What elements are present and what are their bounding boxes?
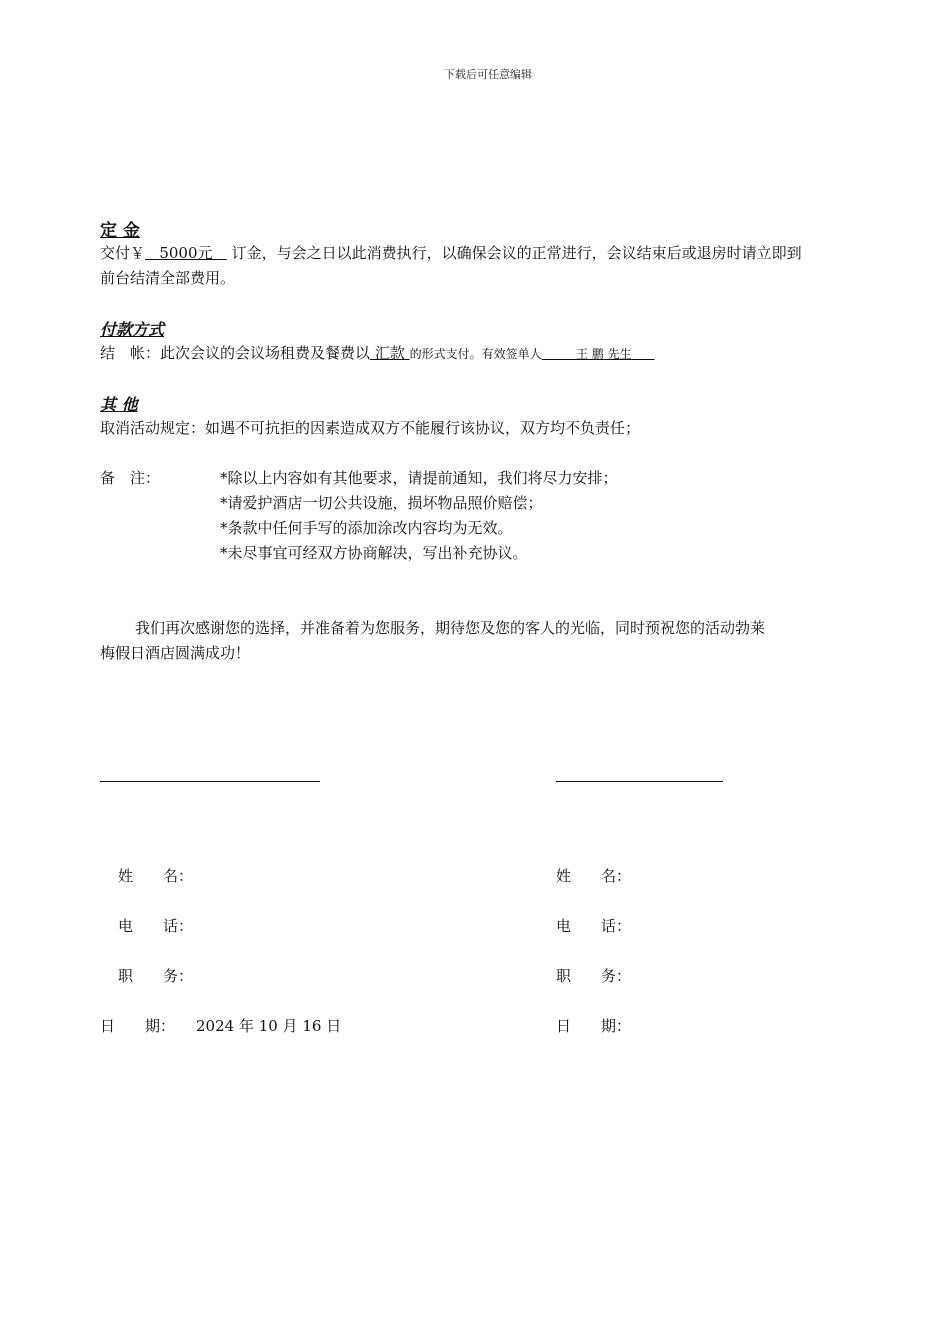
closing-line-1: 我们再次感谢您的选择，并准备着为您服务，期待您及您的客人的光临，同时预祝您的活动勃莱	[135, 619, 766, 637]
remark-item: *未尽事宜可经双方协商解决，写出补充协议。	[220, 544, 528, 562]
right-signature-line	[556, 781, 723, 782]
right-name-label: 姓 名：	[556, 867, 632, 885]
right-phone-label: 电 话：	[556, 917, 632, 935]
deposit-amount: 5000元	[159, 244, 213, 262]
left-signature-line	[100, 781, 320, 782]
payment-heading: 付款方式	[100, 320, 165, 339]
left-phone-label: 电 话：	[118, 917, 194, 935]
left-title-label: 职 务：	[118, 967, 194, 985]
right-date-label: 日 期：	[556, 1017, 632, 1035]
left-date-value: 2024 年 10 月 16 日	[196, 1017, 342, 1035]
payment-line	[100, 342, 655, 363]
payment-label: 结 帐：	[100, 344, 161, 362]
page-header-note: 下载后可任意编辑	[444, 68, 532, 81]
left-date-label: 日 期：	[100, 1017, 176, 1035]
cancel-rule: 取消活动规定：如遇不可抗拒的因素造成双方不能履行该协议，双方均不负责任；	[100, 419, 641, 437]
remark-item: *请爱护酒店一切公共设施，损坏物品照价赔偿；	[220, 494, 543, 512]
payment-text-mid: 的形式支付。有效签单人	[409, 347, 542, 361]
closing-line-2: 梅假日酒店圆满成功！	[100, 644, 251, 662]
left-name-label: 姓 名：	[118, 867, 194, 885]
right-title-label: 职 务：	[556, 967, 632, 985]
remark-item: *除以上内容如有其他要求，请提前通知，我们将尽力安排；	[220, 469, 618, 487]
other-heading: 其 他	[100, 395, 138, 414]
remark-item: *条款中任何手写的添加涂改内容均为无效。	[220, 519, 513, 537]
deposit-prefix: 交付￥	[100, 244, 146, 262]
deposit-line-1	[100, 242, 802, 263]
payment-signer: 王 鹏 先生	[575, 347, 632, 361]
payment-method: 汇款	[374, 344, 405, 362]
remarks-label: 备 注：	[100, 469, 161, 487]
deposit-heading: 定 金	[100, 221, 140, 241]
deposit-suffix: 订金，与会之日以此消费执行，以确保会议的正常进行，会议结束后或退房时请立即到	[231, 244, 802, 262]
deposit-line-2: 前台结清全部费用。	[100, 269, 236, 287]
payment-text-before: 此次会议的会议场租费及餐费以	[160, 344, 371, 362]
